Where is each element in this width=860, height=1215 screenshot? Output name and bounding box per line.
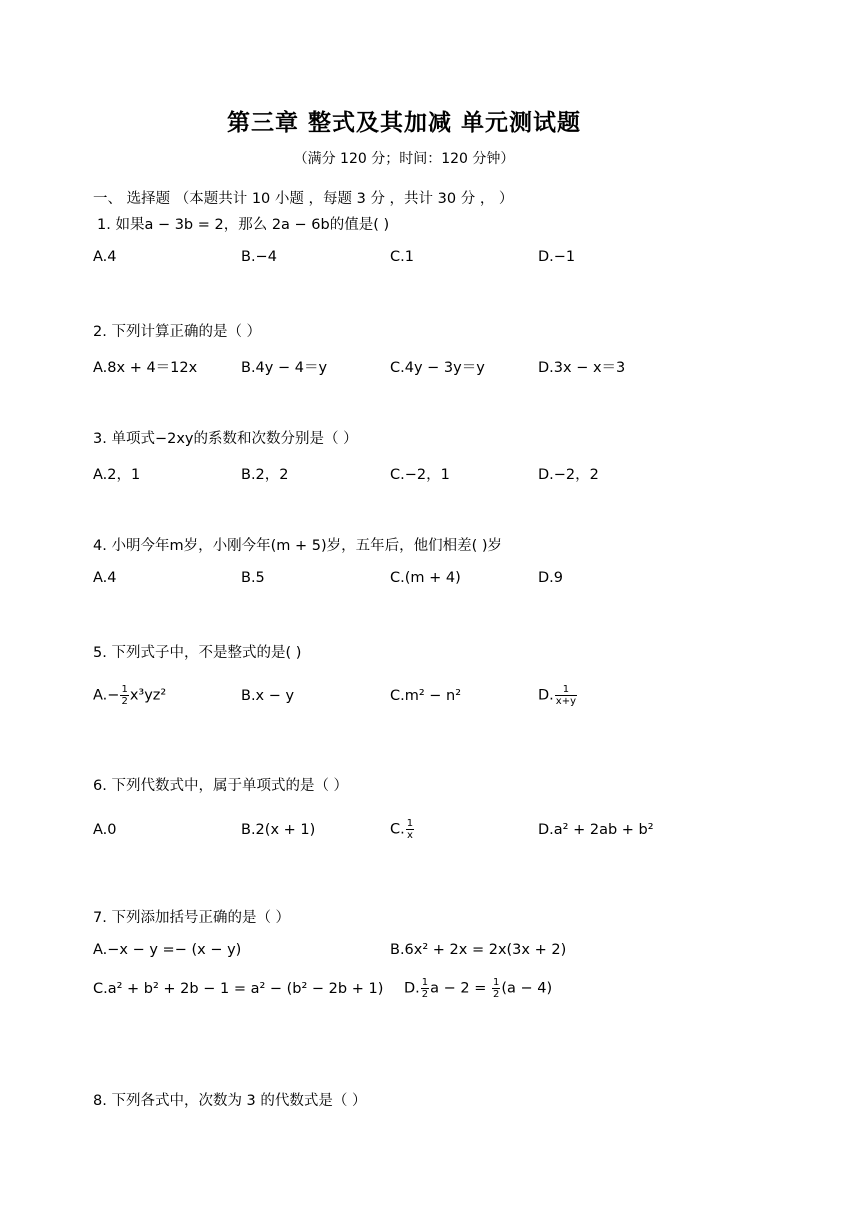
q7-option-d-fraction-1: [421, 977, 429, 1000]
q5-option-a: [93, 684, 166, 707]
fraction-numerator: 1: [493, 977, 500, 988]
q7-option-d-prefix: D.: [404, 980, 420, 997]
q4-option-a: A.4: [93, 570, 117, 586]
q6-option-c-fraction: [406, 818, 414, 841]
fraction-denominator: 2: [121, 696, 128, 707]
question-7-stem: 7. 下列添加括号正确的是（ ）: [93, 910, 291, 926]
question-3-stem: 3. 单项式−2xy的系数和次数分别是（ ）: [93, 431, 358, 447]
question-5-stem: 5. 下列式子中，不是整式的是( ): [93, 645, 302, 661]
q1-option-b: B.−4: [241, 249, 277, 265]
fraction-numerator: 1: [421, 977, 429, 988]
q4-option-b: B.5: [241, 570, 265, 586]
q6-option-c-prefix: C.: [390, 821, 405, 838]
q3-option-a: A.2，1: [93, 467, 141, 483]
q7-option-d-fraction-2: [492, 977, 500, 1000]
q5-option-d: [538, 684, 578, 707]
q4-option-d: D.9: [538, 570, 563, 586]
q5-option-c: C.m² − n²: [390, 688, 462, 704]
q1-option-c: C.1: [390, 249, 414, 265]
fraction-numerator: 1: [555, 684, 577, 696]
q6-option-c: [390, 818, 415, 841]
question-8-stem: 8. 下列各式中，次数为 3 的代数式是（ ）: [93, 1093, 367, 1109]
q6-option-a: A.0: [93, 822, 117, 838]
fraction-denominator: 2: [493, 989, 500, 1000]
q5-option-b: B.x − y: [241, 688, 295, 704]
q7-option-c: C.a² + b² + 2b − 1 = a² − (b² − 2b + 1): [93, 981, 384, 997]
fraction-denominator: 2: [421, 989, 429, 1000]
question-2-stem: 2. 下列计算正确的是（ ）: [93, 324, 262, 340]
q6-option-b: B.2(x + 1): [241, 822, 316, 838]
section-heading: 一、 选择题 （本题共计 10 小题 ，每题 3 分 ，共计 30 分 ， ）: [93, 191, 514, 207]
q7-option-d-middle: a − 2 =: [430, 980, 492, 997]
fraction-denominator: x: [406, 830, 413, 841]
page-subtitle: （满分 120 分；时间：120 分钟）: [293, 151, 515, 167]
q2-option-b: B.4y − 4＝y: [241, 360, 328, 376]
q7-option-b: B.6x² + 2x = 2x(3x + 2): [390, 942, 567, 958]
fraction-numerator: 1: [406, 818, 414, 829]
fraction-numerator: 1: [121, 684, 128, 695]
page-title: 第三章 整式及其加减 单元测试题: [226, 110, 581, 136]
q1-option-d: D.−1: [538, 249, 576, 265]
q7-option-a: A.−x − y =− (x − y): [93, 942, 242, 958]
q7-option-d: [404, 977, 552, 1000]
q6-option-d: D.a² + 2ab + b²: [538, 822, 654, 838]
q2-option-d: D.3x − x＝3: [538, 360, 626, 376]
fraction-denominator: x+y: [555, 696, 576, 707]
q3-option-c: C.−2，1: [390, 467, 450, 483]
q3-option-b: B.2，2: [241, 467, 289, 483]
q2-option-c: C.4y − 3y＝y: [390, 360, 485, 376]
q7-option-d-rest: (a − 4): [501, 980, 553, 997]
question-1-stem: 1. 如果a − 3b = 2，那么 2a − 6b的值是( ): [97, 217, 390, 233]
question-4-stem: 4. 小明今年m岁，小刚今年(m + 5)岁，五年后，他们相差( )岁: [93, 538, 503, 554]
q5-option-a-rest: x³yz²: [129, 687, 167, 704]
question-6-stem: 6. 下列代数式中，属于单项式的是（ ）: [93, 778, 349, 794]
q5-option-a-fraction: [120, 684, 128, 707]
q3-option-d: D.−2，2: [538, 467, 599, 483]
q2-option-a: A.8x + 4＝12x: [93, 360, 198, 376]
q4-option-c: C.(m + 4): [390, 570, 461, 586]
q1-option-a: A.4: [93, 249, 117, 265]
q5-option-d-prefix: D.: [538, 687, 554, 704]
q5-option-d-fraction: [555, 684, 577, 707]
q5-option-a-prefix: A.−: [93, 687, 120, 704]
